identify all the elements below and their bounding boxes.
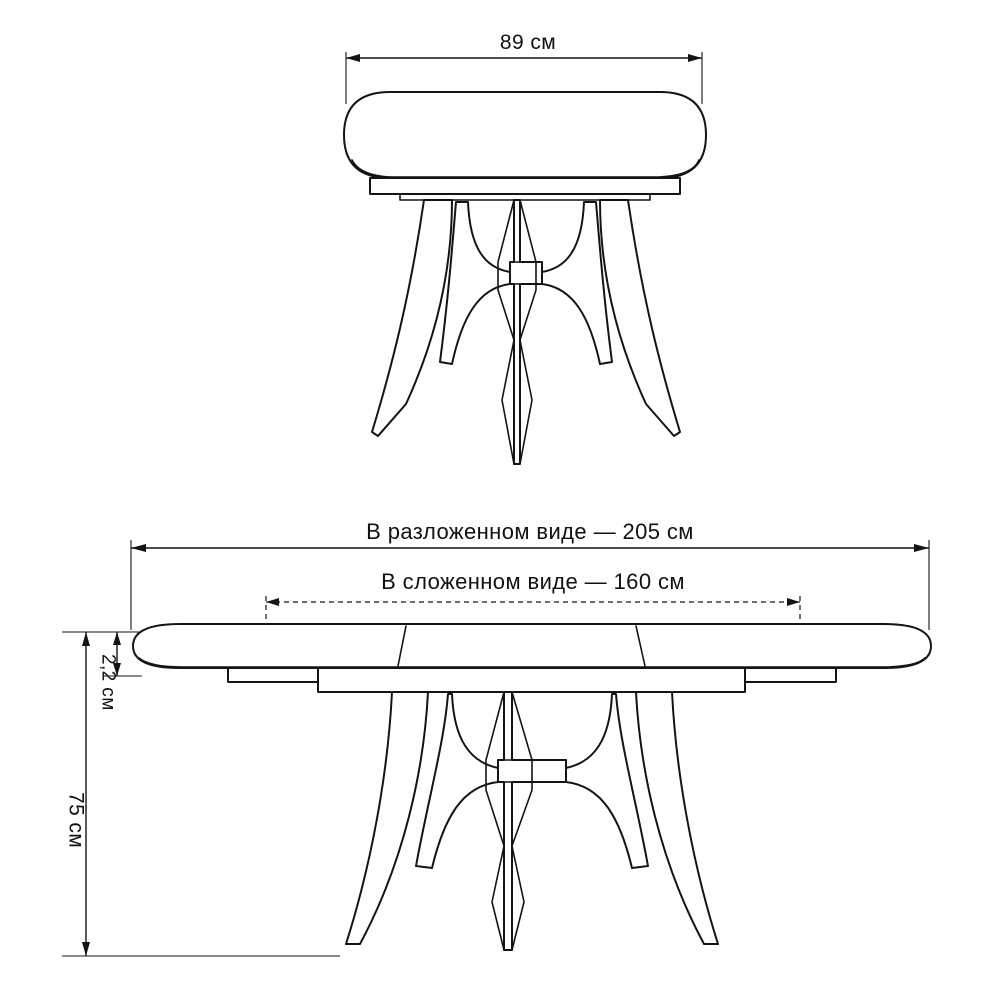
table-legs-front-view	[346, 692, 718, 950]
front-view-group	[62, 519, 931, 956]
dimension-label-unfolded: В разложенном виде — 205 см	[366, 519, 694, 544]
tabletop-end-view	[344, 92, 706, 200]
dimension-label-folded: В сложенном виде — 160 см	[381, 569, 685, 594]
dimension-label-height: 75 см	[64, 792, 88, 849]
dimension-width-89	[346, 31, 702, 104]
dimension-label-width: 89 см	[499, 31, 557, 54]
table-legs-end-view	[372, 200, 680, 464]
dimension-length-folded	[266, 569, 800, 624]
tabletop-front-view	[133, 624, 931, 692]
dimension-label-thickness: 2,2 см	[97, 654, 119, 711]
dimension-thickness	[98, 632, 143, 711]
top-view-group	[344, 31, 706, 464]
